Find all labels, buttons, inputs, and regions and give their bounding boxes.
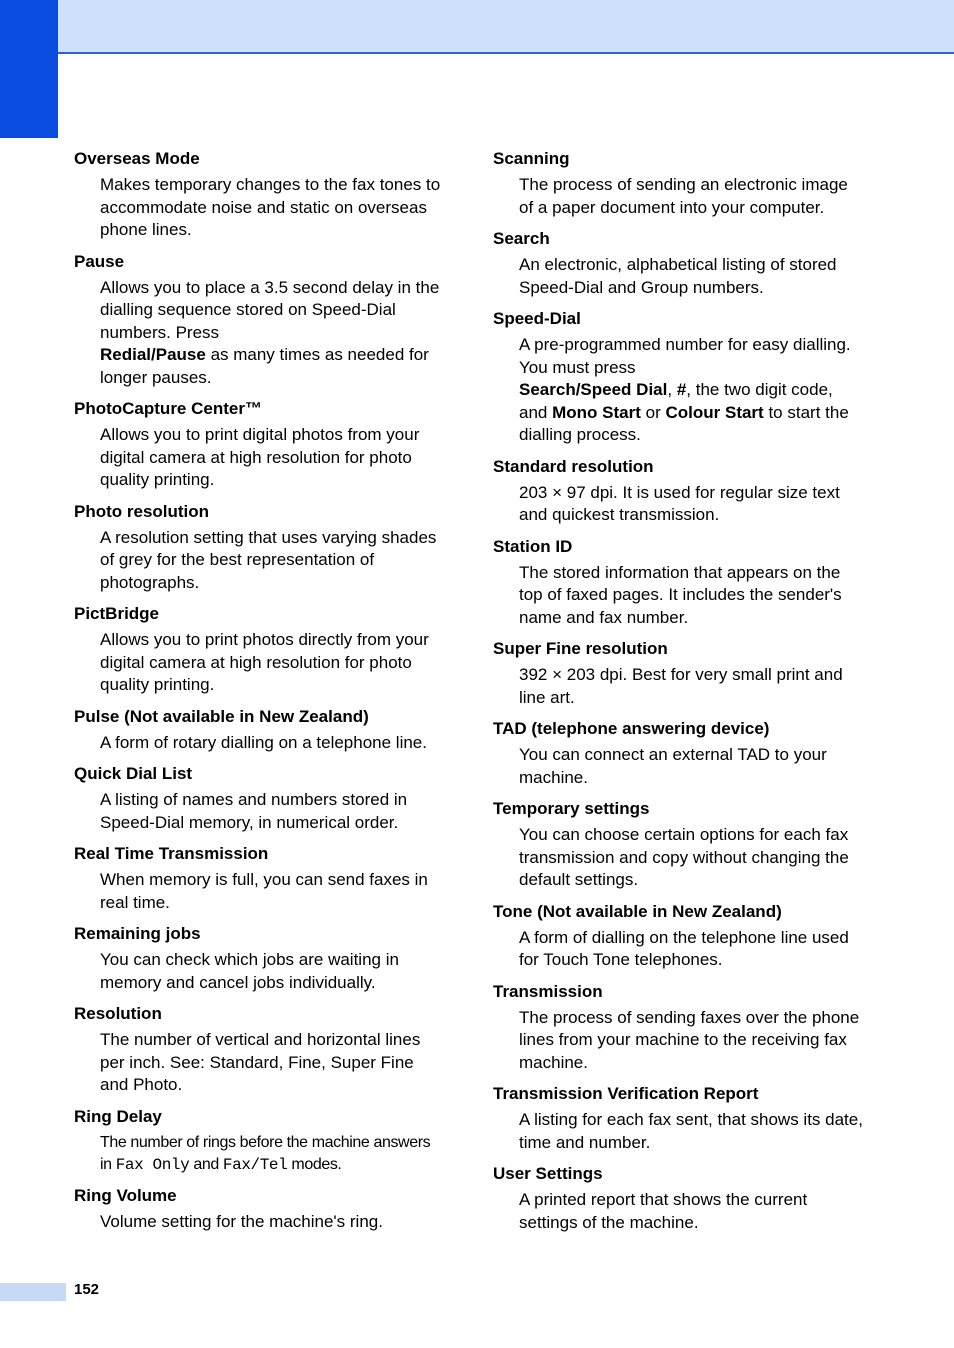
glossary-entry [74,501,444,595]
glossary-entry [74,398,444,492]
glossary-definition: Volume setting for the machine's ring. [100,1211,383,1231]
glossary-term: Temporary settings [493,799,650,818]
glossary-definition: You can check which jobs are waiting in memory and cancel jobs individually. [100,950,399,992]
glossary-entry [493,456,863,527]
glossary-term: Transmission [493,981,603,1001]
glossary-entry [493,798,863,892]
glossary-definition: Allows you to place a 3.5 second delay in the dialling sequence stored on Speed-Dial numbers. Press Redial/Pause as many times as needed for longer pauses. [100,277,440,387]
glossary-definition: Allows you to print digital photos from your digital camera at high resolution for photo quality printing. [100,425,420,489]
page-number-tab [0,1283,66,1301]
glossary-entry [74,1003,444,1097]
glossary-entry [493,1083,863,1154]
glossary-definition: Makes temporary changes to the fax tones to accommodate noise and static on overseas phone lines. [100,175,441,239]
glossary-definition: You can choose certain options for each fax transmission and copy without changing the default settings. [519,825,849,889]
glossary-entry [493,981,863,1075]
glossary-term: Super Fine resolution [493,639,668,658]
glossary-term: User Settings [493,1164,603,1183]
glossary-definition: The number of rings before the machine answers in Fax Only and Fax/Tel modes. [100,1133,431,1174]
glossary-entry [74,923,444,994]
glossary-definition: When memory is full, you can send faxes in real time. [100,870,428,912]
glossary-term: Ring Volume [74,1185,177,1205]
glossary-right-column [493,148,863,1243]
key-name: # [676,380,687,399]
glossary-entry [74,1185,444,1234]
key-name: Mono Start [552,402,641,422]
glossary-term: Tone (Not available in New Zealand) [493,901,782,921]
glossary-term: Transmission Verification Report [493,1084,759,1103]
header-band [58,0,954,54]
glossary-entry [74,1106,444,1176]
glossary-definition: A resolution setting that uses varying shades of grey for the best representation of photographs. [100,527,437,592]
glossary-entry [493,1163,863,1234]
glossary-definition: A listing of names and numbers stored in Speed-Dial memory, in numerical order. [100,790,408,832]
glossary-term: Ring Delay [74,1106,162,1126]
glossary-entry [493,718,863,789]
chapter-tab [0,0,58,138]
glossary-definition: The number of vertical and horizontal lines per inch. See: Standard, Fine, Super Fine and Photo. [100,1030,421,1094]
glossary-entry [493,901,863,972]
glossary-term: Quick Dial List [74,764,193,783]
glossary-term: Standard resolution [493,456,654,476]
key-name: Colour Start [665,402,764,422]
glossary-term: Remaining jobs [74,924,201,943]
glossary-definition: Allows you to print photos directly from your digital camera at high resolution for photo quality printing. [100,630,429,694]
glossary-entry [74,251,444,390]
glossary-entry [74,843,444,914]
key-name: Search/Speed Dial [519,380,668,399]
glossary-term: Pulse (Not available in New Zealand) [74,706,369,726]
glossary-definition: 203 × 97 dpi. It is used for regular size text and quickest transmission. [519,482,840,524]
glossary-term: Overseas Mode [74,149,200,168]
glossary-entry [74,763,444,834]
glossary-definition: A printed report that shows the current settings of the machine. [519,1190,808,1232]
glossary-term: Photo resolution [74,501,210,521]
glossary-entry [493,228,863,299]
glossary-term: Real Time Transmission [74,844,269,863]
glossary-definition: A form of rotary dialling on a telephone line. [100,732,427,752]
glossary-definition: 392 × 203 dpi. Best for very small print and line art. [519,665,843,707]
glossary-left-column [74,148,444,1242]
glossary-definition: The process of sending faxes over the phone lines from your machine to the receiving fax machine. [519,1007,860,1072]
glossary-entry [493,308,863,447]
glossary-definition: A form of dialling on the telephone line used for Touch Tone telephones. [519,927,849,969]
glossary-term: PictBridge [74,604,160,623]
glossary-definition: The process of sending an electronic image of a paper document into your computer. [519,175,848,217]
glossary-definition: You can connect an external TAD to your machine. [519,745,827,787]
page-number: 152 [74,1281,100,1298]
glossary-entry [493,536,863,630]
glossary-term: PhotoCapture Center™ [74,399,262,418]
glossary-definition: A listing for each fax sent, that shows its date, time and number. [519,1110,863,1152]
glossary-term: Scanning [493,149,570,168]
key-name: Redial/Pause [100,345,206,364]
glossary-definition: The stored information that appears on the top of faxed pages. It includes the sender's name and fax number. [519,562,842,627]
glossary-entry [493,148,863,219]
glossary-entry [74,603,444,697]
glossary-entry [493,638,863,709]
glossary-definition: An electronic, alphabetical listing of stored Speed-Dial and Group numbers. [519,255,837,297]
glossary-term: TAD (telephone answering device) [493,719,770,738]
glossary-term: Speed-Dial [493,309,581,328]
glossary-entry [74,148,444,242]
glossary-term: Resolution [74,1004,162,1023]
glossary-term: Station ID [493,536,573,556]
mode-name: Fax/Tel [222,1155,288,1174]
mode-name: Fax Only [115,1155,190,1174]
glossary-definition: A pre-programmed number for easy dialling. You must press Search/Speed Dial, #, the two digit code, and Mono Start or Colour Start to start the dialling process. [519,335,851,444]
glossary-entry [74,706,444,755]
glossary-term: Search [493,229,550,248]
glossary-term: Pause [74,251,125,271]
